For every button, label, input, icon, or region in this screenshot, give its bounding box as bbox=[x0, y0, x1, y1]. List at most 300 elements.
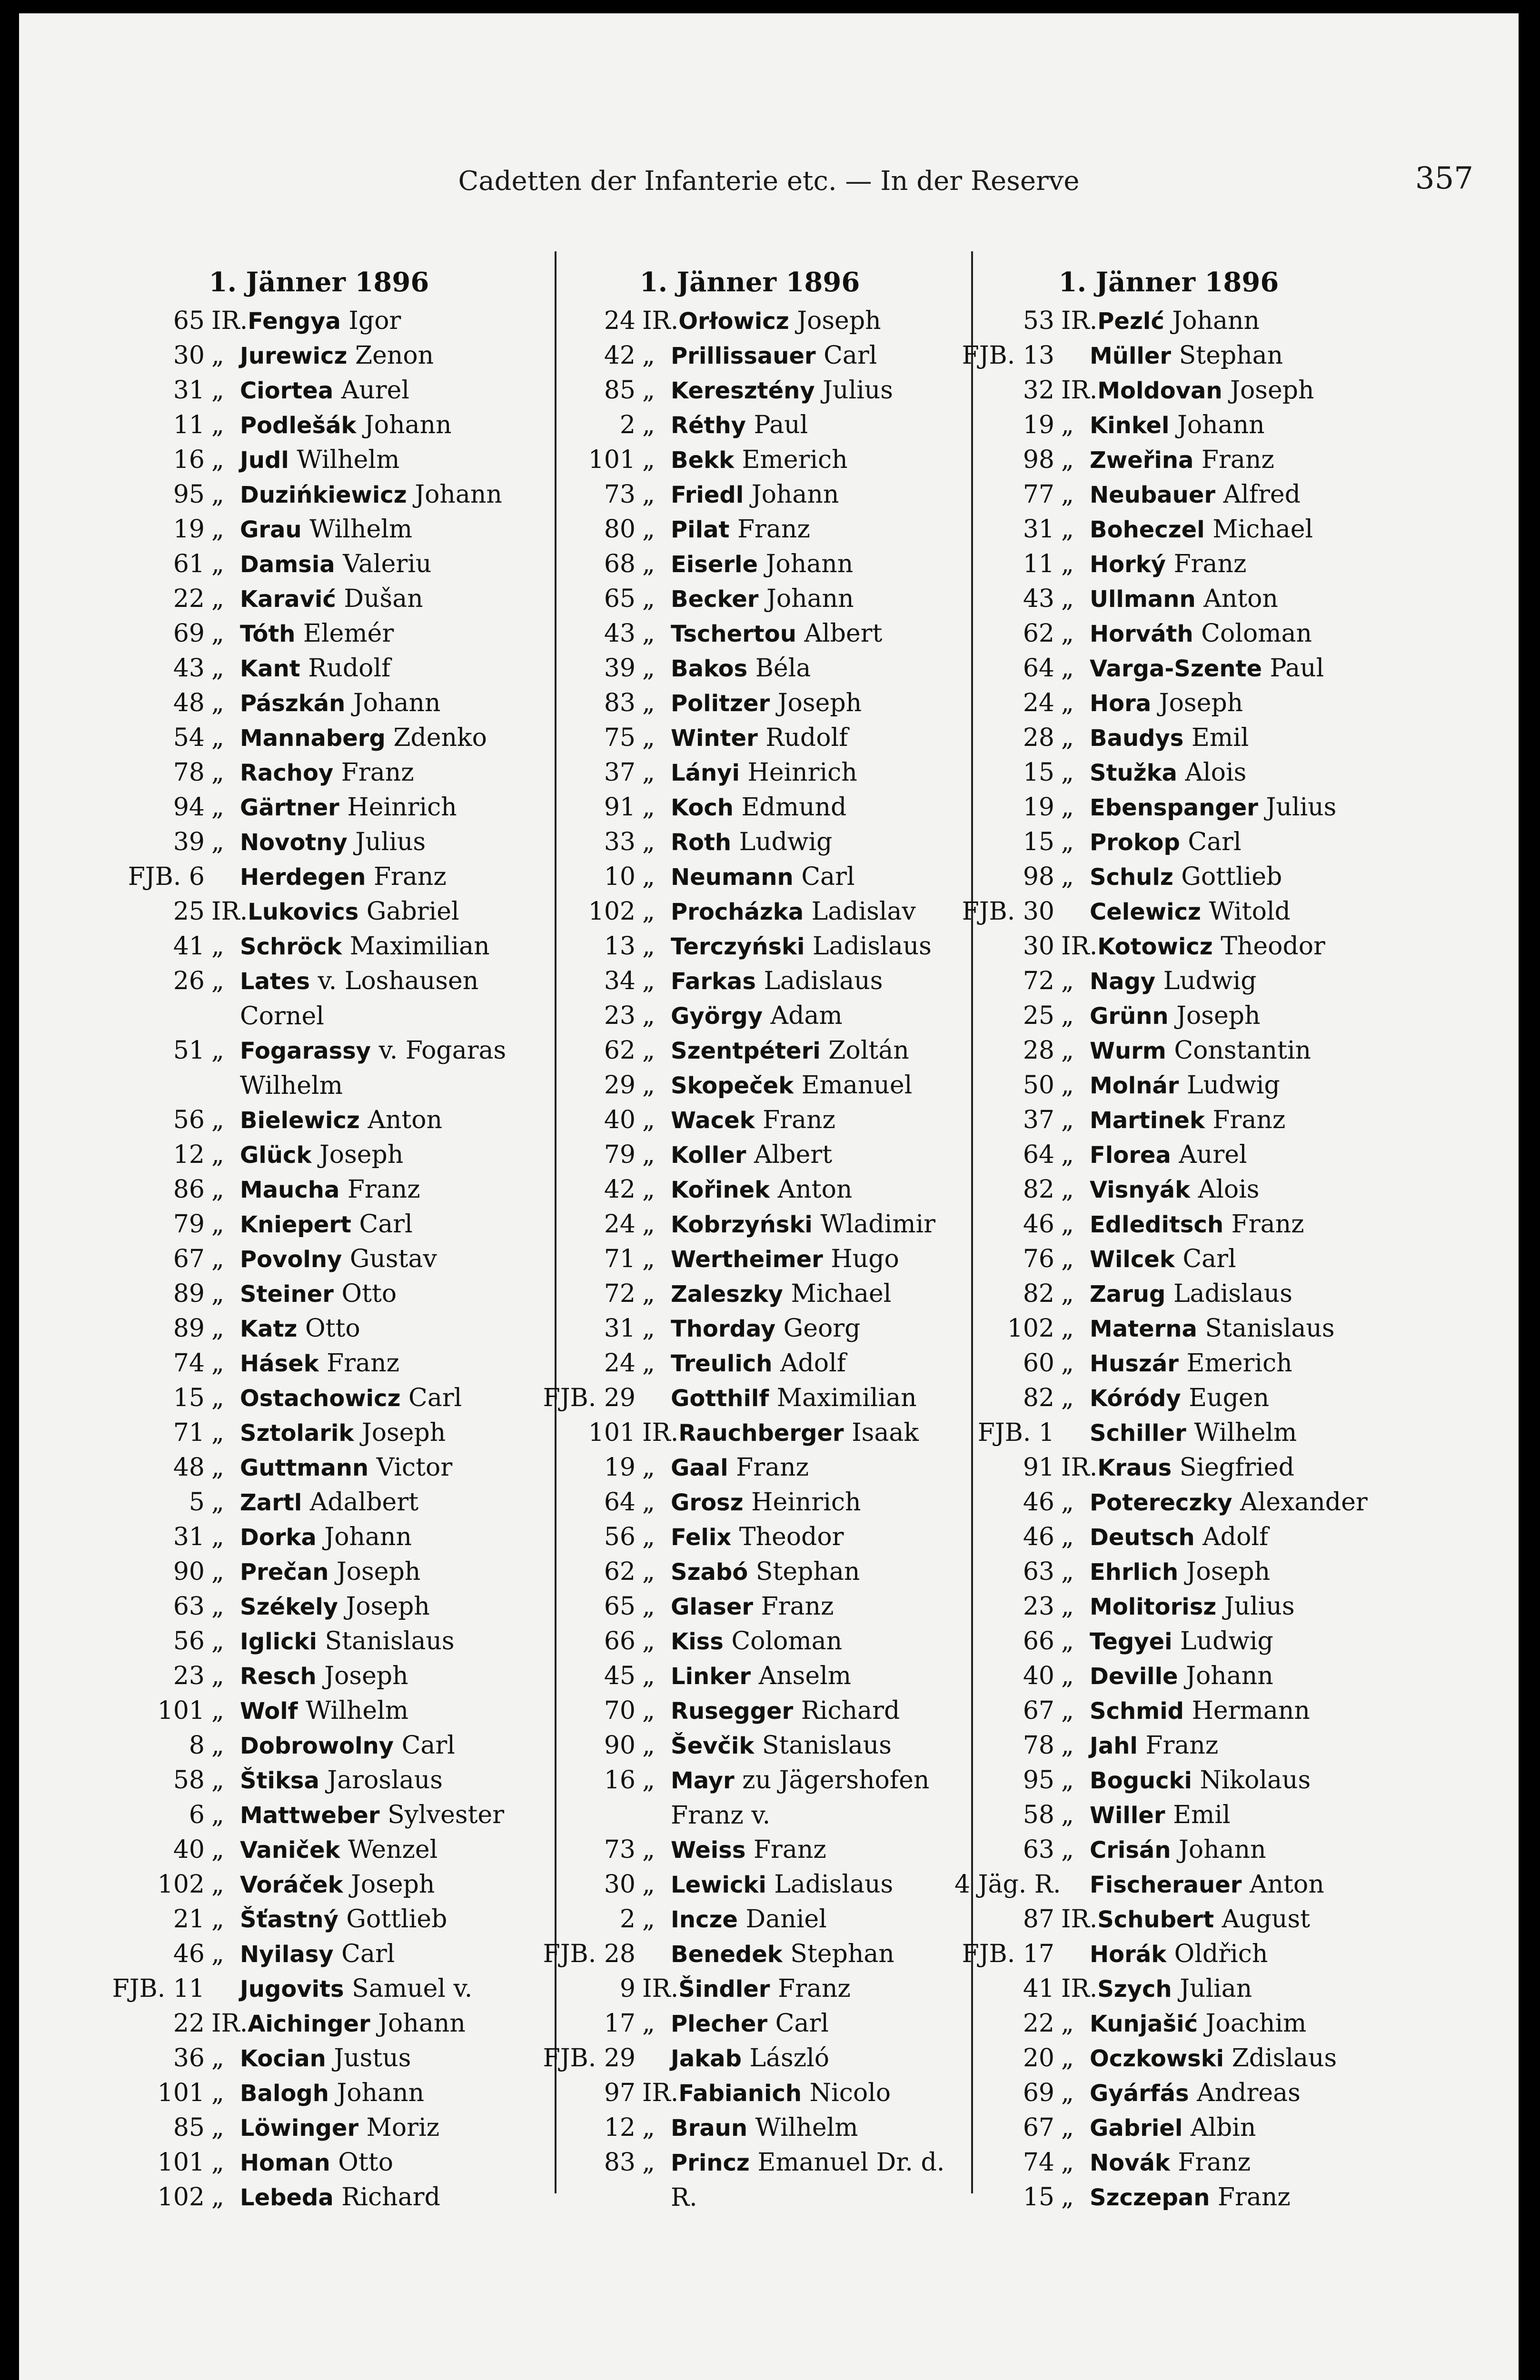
entry-given-name: Carl bbox=[824, 341, 877, 370]
entry-number: 66 bbox=[604, 1627, 636, 1656]
entry-number: 2 bbox=[619, 1905, 636, 1934]
list-item bbox=[954, 1485, 1383, 1520]
list-item bbox=[536, 1381, 964, 1416]
entry-given-name: Joseph bbox=[1176, 1002, 1261, 1030]
entry-number: 8 bbox=[189, 1731, 205, 1760]
entry-unit: „ bbox=[211, 1557, 224, 1586]
entry-number: 101 bbox=[157, 2079, 205, 2107]
entry-given-name: Franz bbox=[1173, 550, 1247, 578]
entry-given-name: Constantin bbox=[1174, 1036, 1311, 1065]
entry-number: 63 bbox=[173, 1592, 205, 1621]
entry-unit: „ bbox=[642, 828, 655, 856]
entry-unit: „ bbox=[1061, 1731, 1074, 1760]
list-item bbox=[954, 1033, 1383, 1068]
entry-unit: „ bbox=[1061, 828, 1074, 856]
entry-unit: „ bbox=[1061, 1175, 1074, 1204]
entry-surname: Neumann bbox=[671, 864, 794, 891]
entry-unit: „ bbox=[211, 828, 224, 856]
entry-number: 31 bbox=[604, 1314, 636, 1343]
entry-number: 102 bbox=[157, 1870, 205, 1899]
entry-name bbox=[1097, 304, 1383, 338]
entry-surname: Damsia bbox=[240, 551, 335, 578]
entry-number: 46 bbox=[1023, 1210, 1054, 1239]
entry-number: FJB. 30 bbox=[962, 897, 1054, 926]
entry-unit: „ bbox=[642, 1592, 655, 1621]
entry-unit: „ bbox=[211, 1592, 224, 1621]
entry-name bbox=[1090, 338, 1383, 373]
list-column-3 bbox=[954, 261, 1383, 2215]
entry-name bbox=[671, 1728, 964, 1763]
list-item bbox=[105, 860, 533, 894]
list-item bbox=[105, 1450, 533, 1485]
entry-number: 28 bbox=[1023, 724, 1054, 752]
entry-unit: „ bbox=[211, 619, 224, 648]
entry-name bbox=[671, 1138, 964, 1172]
list-item bbox=[536, 721, 964, 755]
entry-surname: Kiss bbox=[671, 1628, 724, 1655]
list-item bbox=[536, 1520, 964, 1555]
entry-given-name: Johann bbox=[353, 689, 441, 717]
list-item bbox=[954, 373, 1383, 408]
entry-number: 4 Jäg. R. bbox=[954, 1870, 1061, 1899]
entry-name bbox=[240, 477, 533, 512]
entry-number: 46 bbox=[1023, 1523, 1054, 1551]
entry-number: 22 bbox=[173, 585, 205, 613]
entry-number: 67 bbox=[1023, 1696, 1054, 1725]
list-item bbox=[954, 790, 1383, 825]
list-item bbox=[105, 1207, 533, 1242]
entry-number: 24 bbox=[604, 1210, 636, 1239]
entry-number: 11 bbox=[1023, 550, 1054, 578]
entry-name bbox=[240, 1138, 533, 1172]
entry-number: 67 bbox=[173, 1245, 205, 1273]
entry-surname: Lewicki bbox=[671, 1872, 766, 1898]
entry-name bbox=[248, 2006, 533, 2041]
entry-number: 22 bbox=[173, 2009, 205, 2038]
entry-surname: Rauchberger bbox=[678, 1420, 844, 1447]
list-item bbox=[954, 860, 1383, 894]
entry-surname: Podlešák bbox=[240, 412, 357, 439]
entry-given-name: Otto bbox=[338, 2148, 393, 2177]
entry-given-name: László bbox=[749, 2044, 830, 2073]
list-item bbox=[105, 304, 533, 338]
entry-surname: Duzińkiewicz bbox=[240, 482, 407, 508]
list-item bbox=[954, 1068, 1383, 1103]
entry-name bbox=[1090, 512, 1383, 547]
entry-given-name: Stanislaus bbox=[325, 1627, 455, 1656]
entry-surname: Neubauer bbox=[1090, 482, 1216, 508]
entry-name bbox=[671, 860, 964, 894]
entry-surname: Edleditsch bbox=[1090, 1211, 1224, 1238]
entry-name bbox=[1090, 2006, 1383, 2041]
entry-given-name: Gottlieb bbox=[346, 1905, 447, 1934]
entry-given-name: Carl bbox=[408, 1384, 462, 1412]
entry-surname: Maucha bbox=[240, 1177, 340, 1203]
entry-number: 83 bbox=[604, 689, 636, 717]
entry-surname: Oczkowski bbox=[1090, 2045, 1224, 2072]
list-column-1 bbox=[105, 261, 533, 2215]
entry-surname: Willer bbox=[1090, 1802, 1165, 1829]
entry-number: 39 bbox=[604, 654, 636, 683]
entry-unit: „ bbox=[642, 1106, 655, 1134]
entry-given-name: Wilhelm bbox=[306, 1696, 409, 1725]
entry-given-name: Adam bbox=[770, 1002, 843, 1030]
entry-unit: „ bbox=[642, 1662, 655, 1690]
entry-given-name: Joseph bbox=[1230, 376, 1314, 405]
entry-number: FJB. 1 bbox=[977, 1418, 1054, 1447]
list-item bbox=[954, 2041, 1383, 2076]
entry-number: 31 bbox=[173, 1523, 205, 1551]
entry-given-name: Johann bbox=[337, 2079, 425, 2107]
entry-name bbox=[671, 1103, 964, 1138]
entry-surname: Zarug bbox=[1090, 1281, 1166, 1308]
entry-given-name: Albert bbox=[754, 1140, 832, 1169]
list-item bbox=[954, 1867, 1383, 1902]
entry-given-name: Gottlieb bbox=[1181, 863, 1282, 891]
entry-given-name: Adolf bbox=[1202, 1523, 1269, 1551]
entry-surname: Zartl bbox=[240, 1489, 302, 1516]
entry-surname: Novák bbox=[1090, 2150, 1170, 2176]
entry-number: 31 bbox=[173, 376, 205, 405]
list-item bbox=[105, 686, 533, 721]
list-item bbox=[954, 1346, 1383, 1381]
entry-name bbox=[1090, 1416, 1383, 1450]
entry-number: 62 bbox=[1023, 619, 1054, 648]
entry-given-name: Valeriu bbox=[343, 550, 432, 578]
entry-surname: Gärtner bbox=[240, 794, 339, 821]
entry-given-name: Stephan bbox=[1179, 341, 1283, 370]
entry-unit: „ bbox=[642, 689, 655, 717]
entry-unit: „ bbox=[211, 376, 224, 405]
list-item bbox=[105, 1763, 533, 1798]
entry-number: 82 bbox=[1023, 1175, 1054, 1204]
entry-surname: Kocian bbox=[240, 2045, 326, 2072]
entry-unit: „ bbox=[1061, 1662, 1074, 1690]
entry-number: 21 bbox=[173, 1905, 205, 1934]
list-item bbox=[105, 616, 533, 651]
entry-surname: Boheczel bbox=[1090, 516, 1205, 543]
entry-given-name: Emanuel bbox=[801, 1071, 913, 1100]
list-item bbox=[536, 547, 964, 582]
entry-name bbox=[248, 894, 533, 929]
entry-surname: Grünn bbox=[1090, 1003, 1169, 1030]
entry-unit: „ bbox=[642, 1140, 655, 1169]
entry-name bbox=[240, 1798, 533, 1833]
entry-name bbox=[671, 512, 964, 547]
entry-name bbox=[1090, 2180, 1383, 2215]
entry-given-name: Franz bbox=[1178, 2148, 1251, 2177]
entry-number: FJB. 13 bbox=[962, 341, 1054, 370]
entry-given-name: Heinrich bbox=[347, 793, 457, 822]
list-item bbox=[536, 929, 964, 964]
entry-number: 58 bbox=[1023, 1801, 1054, 1829]
entry-unit: IR. bbox=[1061, 1974, 1098, 2003]
entry-number: 6 bbox=[189, 1801, 205, 1829]
entry-unit: „ bbox=[211, 411, 224, 439]
list-item bbox=[105, 1172, 533, 1207]
entry-list bbox=[954, 304, 1383, 2215]
entry-unit: „ bbox=[211, 1940, 224, 1968]
entry-surname: Zweřina bbox=[1090, 447, 1194, 474]
entry-given-name: Michael bbox=[791, 1279, 892, 1308]
list-item bbox=[536, 2041, 964, 2076]
entry-number: 53 bbox=[1023, 307, 1054, 335]
entry-given-name: Zdislaus bbox=[1232, 2044, 1337, 2073]
entry-unit: „ bbox=[1061, 1314, 1074, 1343]
list-item bbox=[536, 512, 964, 547]
entry-given-name: Joseph bbox=[346, 1592, 430, 1621]
entry-unit: „ bbox=[211, 1905, 224, 1934]
entry-unit: „ bbox=[1061, 1245, 1074, 1273]
entry-given-name: Franz bbox=[763, 1106, 835, 1134]
entry-name bbox=[671, 1624, 964, 1659]
entry-number: 87 bbox=[1023, 1905, 1054, 1934]
entry-unit: „ bbox=[1061, 2183, 1074, 2211]
entry-unit: „ bbox=[211, 515, 224, 544]
entry-name bbox=[671, 1068, 964, 1103]
entry-given-name: Carl bbox=[401, 1731, 455, 1760]
list-item bbox=[536, 1902, 964, 1937]
entry-surname: Winter bbox=[671, 725, 758, 752]
entry-surname: Voráček bbox=[240, 1872, 343, 1898]
entry-number: 79 bbox=[173, 1210, 205, 1239]
entry-name bbox=[671, 1833, 964, 1867]
entry-given-name: Isaak bbox=[852, 1418, 919, 1447]
entry-name bbox=[1090, 1555, 1383, 1589]
entry-unit: „ bbox=[211, 1766, 224, 1795]
list-item bbox=[954, 1833, 1383, 1867]
entry-number: 64 bbox=[1023, 1140, 1054, 1169]
entry-given-name: Zdenko bbox=[393, 724, 487, 752]
entry-given-name: Johann bbox=[1177, 411, 1265, 439]
entry-unit: „ bbox=[642, 2009, 655, 2038]
entry-name bbox=[240, 1659, 533, 1694]
entry-name bbox=[240, 1311, 533, 1346]
entry-unit: „ bbox=[642, 1488, 655, 1517]
entry-surname: Kobrzyński bbox=[671, 1211, 813, 1238]
entry-number: 40 bbox=[604, 1106, 636, 1134]
list-item bbox=[954, 686, 1383, 721]
entry-given-name: Wenzel bbox=[348, 1835, 438, 1864]
entry-name bbox=[671, 1589, 964, 1624]
entry-unit: „ bbox=[642, 793, 655, 822]
entry-given-name: Joseph bbox=[336, 1557, 421, 1586]
list-item bbox=[105, 477, 533, 512]
entry-surname: Rusegger bbox=[671, 1698, 794, 1725]
entry-surname: Martinek bbox=[1090, 1107, 1205, 1134]
list-item bbox=[105, 964, 533, 1033]
entry-number: 30 bbox=[173, 341, 205, 370]
entry-unit: „ bbox=[1061, 515, 1074, 544]
entry-name bbox=[240, 1033, 533, 1103]
entry-number: 97 bbox=[604, 2079, 636, 2107]
entry-surname: Novotny bbox=[240, 829, 348, 856]
entry-given-name: Rudolf bbox=[765, 724, 848, 752]
entry-name bbox=[671, 999, 964, 1033]
entry-number: 15 bbox=[173, 1384, 205, 1412]
entry-unit: „ bbox=[642, 897, 655, 926]
entry-surname: Bekk bbox=[671, 447, 734, 474]
entry-surname: Szentpéteri bbox=[671, 1038, 821, 1064]
list-item bbox=[536, 1659, 964, 1694]
entry-unit: „ bbox=[1061, 1279, 1074, 1308]
entry-surname: Thorday bbox=[671, 1316, 776, 1342]
entry-surname: Bakos bbox=[671, 655, 748, 682]
entry-given-name: Anselm bbox=[758, 1662, 852, 1690]
entry-unit: IR. bbox=[642, 307, 679, 335]
entry-given-name: Oldřich bbox=[1174, 1940, 1268, 1968]
list-item bbox=[954, 477, 1383, 512]
entry-given-name: Georg bbox=[783, 1314, 861, 1343]
entry-name bbox=[671, 1172, 964, 1207]
list-item bbox=[105, 1728, 533, 1763]
entry-given-name: Michael bbox=[1212, 515, 1313, 544]
entry-given-name: Witold bbox=[1209, 897, 1291, 926]
entry-unit: „ bbox=[211, 1106, 224, 1134]
entry-surname: Kraus bbox=[1097, 1455, 1172, 1481]
list-item bbox=[954, 964, 1383, 999]
entry-name bbox=[240, 1242, 533, 1277]
entry-number: 98 bbox=[1023, 446, 1054, 474]
entry-surname: Ostachowicz bbox=[240, 1385, 401, 1412]
entry-given-name: Franz bbox=[1145, 1731, 1219, 1760]
entry-number: 24 bbox=[1023, 689, 1054, 717]
entry-name bbox=[1090, 1833, 1383, 1867]
entry-name bbox=[240, 1277, 533, 1311]
entry-given-name: Ludwig bbox=[1163, 967, 1257, 995]
entry-name bbox=[671, 443, 964, 477]
entry-number: 69 bbox=[173, 619, 205, 648]
entry-given-name: Carl bbox=[775, 2009, 829, 2038]
list-item bbox=[954, 1589, 1383, 1624]
list-item bbox=[536, 686, 964, 721]
entry-unit: „ bbox=[211, 1662, 224, 1690]
entry-unit: „ bbox=[642, 515, 655, 544]
entry-unit: „ bbox=[211, 1210, 224, 1239]
list-item bbox=[105, 1103, 533, 1138]
entry-name bbox=[240, 1763, 533, 1798]
entry-number: 23 bbox=[604, 1002, 636, 1030]
entry-name bbox=[671, 2006, 964, 2041]
entry-surname: Horváth bbox=[1090, 621, 1193, 647]
list-item bbox=[536, 651, 964, 686]
entry-number: 78 bbox=[173, 758, 205, 787]
entry-given-name: Franz bbox=[373, 863, 447, 891]
list-item bbox=[536, 2006, 964, 2041]
entry-surname: Pilat bbox=[671, 516, 730, 543]
list-item bbox=[954, 1450, 1383, 1485]
entry-given-name: Johann bbox=[415, 480, 502, 509]
entry-surname: Schulz bbox=[1090, 864, 1173, 891]
list-item bbox=[954, 1659, 1383, 1694]
entry-number: 15 bbox=[1023, 758, 1054, 787]
entry-surname: Jahl bbox=[1090, 1733, 1138, 1759]
entry-name bbox=[1090, 1589, 1383, 1624]
entry-unit: „ bbox=[642, 758, 655, 787]
entry-given-name: Julius bbox=[823, 376, 893, 405]
entry-given-name: Justus bbox=[334, 2044, 411, 2073]
entry-unit: IR. bbox=[642, 2079, 679, 2107]
entry-name bbox=[1090, 651, 1383, 686]
list-item bbox=[954, 304, 1383, 338]
entry-number: 62 bbox=[604, 1036, 636, 1065]
entry-surname: Katz bbox=[240, 1316, 298, 1342]
entry-number: 102 bbox=[157, 2183, 205, 2211]
entry-name bbox=[1090, 964, 1383, 999]
entry-given-name: Theodor bbox=[739, 1523, 844, 1551]
entry-given-name: Franz bbox=[778, 1974, 851, 2003]
list-item bbox=[954, 755, 1383, 790]
list-item bbox=[536, 2111, 964, 2145]
list-item bbox=[105, 1798, 533, 1833]
entry-unit: „ bbox=[642, 1453, 655, 1482]
list-item bbox=[105, 755, 533, 790]
entry-number: 64 bbox=[604, 1488, 636, 1517]
entry-unit: „ bbox=[642, 863, 655, 891]
running-title: Cadetten der Infanterie etc. — In der Reserve bbox=[458, 166, 1080, 197]
entry-given-name: Victor bbox=[376, 1453, 453, 1482]
entry-unit: „ bbox=[211, 1349, 224, 1378]
entry-name bbox=[671, 686, 964, 721]
entry-given-name: Franz bbox=[753, 1835, 826, 1864]
entry-name bbox=[1090, 894, 1383, 929]
entry-name bbox=[1090, 1277, 1383, 1311]
entry-surname: Ciortea bbox=[240, 377, 334, 404]
entry-surname: Friedl bbox=[671, 482, 744, 508]
list-item bbox=[954, 1798, 1383, 1833]
entry-name bbox=[240, 512, 533, 547]
entry-unit: „ bbox=[642, 550, 655, 578]
entry-number: 19 bbox=[604, 1453, 636, 1482]
entry-name bbox=[671, 582, 964, 616]
entry-surname: Wertheimer bbox=[671, 1246, 823, 1273]
entry-name bbox=[240, 338, 533, 373]
entry-surname: Glück bbox=[240, 1142, 312, 1169]
entry-given-name: v. Loshausen Cornel bbox=[240, 967, 479, 1031]
entry-number: 5 bbox=[189, 1488, 205, 1517]
entry-name bbox=[1090, 477, 1383, 512]
entry-given-name: Emerich bbox=[742, 446, 848, 474]
entry-unit: „ bbox=[642, 1870, 655, 1899]
entry-surname: Celewicz bbox=[1090, 899, 1201, 925]
entry-name bbox=[1090, 1728, 1383, 1763]
entry-given-name: Alexander bbox=[1240, 1488, 1368, 1517]
entry-unit: „ bbox=[211, 446, 224, 474]
entry-given-name: Franz bbox=[736, 1453, 809, 1482]
entry-name bbox=[240, 1381, 533, 1416]
entry-name bbox=[671, 477, 964, 512]
entry-given-name: Franz bbox=[1231, 1210, 1304, 1239]
entry-given-name: Gabriel bbox=[366, 897, 459, 926]
entry-given-name: Ladislaus bbox=[812, 932, 932, 961]
entry-number: 24 bbox=[604, 307, 636, 335]
entry-surname: Kořinek bbox=[671, 1177, 770, 1203]
entry-given-name: Hugo bbox=[831, 1245, 899, 1273]
entry-name bbox=[240, 1207, 533, 1242]
list-item bbox=[105, 1694, 533, 1728]
entry-given-name: Albert bbox=[804, 619, 883, 648]
list-item bbox=[105, 2041, 533, 2076]
entry-unit: „ bbox=[211, 341, 224, 370]
entry-name bbox=[240, 2076, 533, 2111]
entry-given-name: Emil bbox=[1191, 724, 1249, 752]
entry-surname: Mannaberg bbox=[240, 725, 386, 752]
entry-unit: „ bbox=[642, 1627, 655, 1656]
entry-surname: Schiller bbox=[1090, 1420, 1186, 1447]
entry-unit: IR. bbox=[1061, 376, 1098, 405]
entry-surname: Potereczky bbox=[1090, 1489, 1232, 1516]
entry-name bbox=[240, 547, 533, 582]
